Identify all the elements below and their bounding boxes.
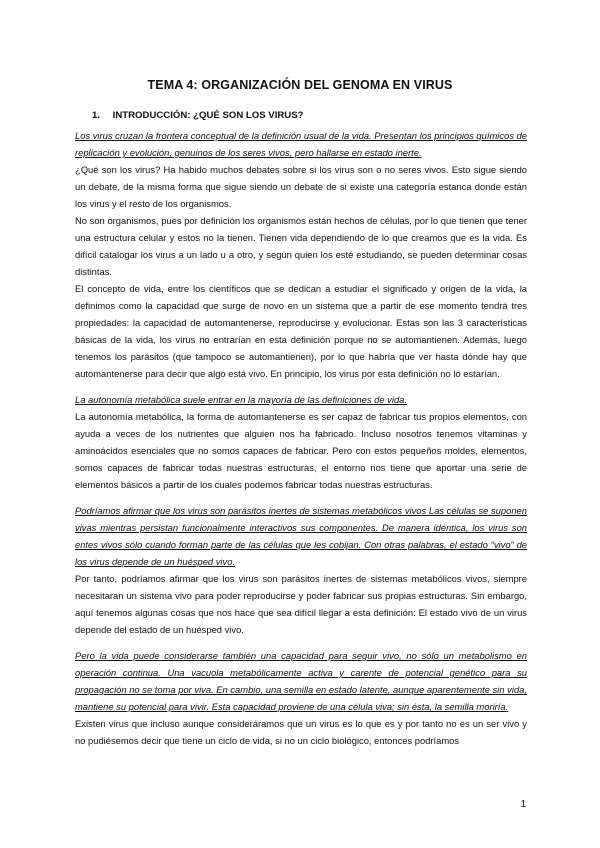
paragraph-gap [75, 382, 527, 391]
paragraph: El concepto de vida, entre los científicos que se dedican a estudiar el significado y origen de la vida, la definimos como la capacidad que surge de novo en un sistema que a partir de ese momento tendrá tres propiedades: la capacidad de automantenerse, reproducirse y evolucionar. Estas son las 3 características básicas de la vida, los virus no entrarían en esta definición porque no se automantienen. Además, luego tenemos los parásitos (que tampoco se automantienen), por lo que habría que ver hasta dónde hay que automantenerse para decir que algo está vivo. En principio, los virus por esta definición no lo estarían. [75, 283, 527, 379]
paragraph-gap [75, 638, 527, 647]
section-heading [92, 110, 303, 121]
section-number: 1. [92, 110, 101, 121]
document-body [75, 127, 527, 749]
paragraph-highlight: Podríamos afirmar que los virus son parásitos inertes de sistemas metabólicos vivos Las células se suponen vivas mientras persistan funcionalmente interactivos sus componentes. De manera idéntica, los virus son entes vivos sólo cuando forman parte de las células que les cobijan. Con otras palabras, el estado “vivo” de los virus depende de un huésped vivo. [75, 505, 527, 567]
paragraph-highlight: La autonomía metabólica suele entrar en la mayoría de las definiciones de vida. [75, 394, 407, 405]
page-number: 1 [520, 799, 526, 810]
paragraph: La autonomía metabólica, la forma de automantenerse es ser capaz de fabricar tus propios elementos, con ayuda a veces de los nutrientes que alguien nos ha fabricado. Incluso nosotros tenemos vitaminas y aminoácidos esenciales que no somos capaces de fabricar. Pero con estos pequeños moldes, elementos, somos capaces de fabricar todas nuestras estructuras, el entorno nos tiene que aportar una serie de elementos básicos a partir de los cuales podemos fabricar todas nuestras estructuras. [75, 411, 527, 490]
paragraph-highlight: Pero la vida puede considerarse también una capacidad para seguir vivo, no sólo un metabolismo en operación continua. Una vacuola metabólicamente activa y carente de potencial genético para su propagación no se toma por viva. En cambio, una semilla en estado latente, aunque aparentemente sin vida, mantiene su potencial para vivir. Esta capacidad proviene de una célula viva; sin ésta, la semilla moriría. [75, 650, 527, 712]
paragraph: ¿Qué son los virus? Ha habido muchos debates sobre si los virus son o no seres vivos. Esto sigue siendo un debate, de la misma forma que sigue siendo un debate de si existe una categoría estanca donde están los virus y el resto de los organismos. [75, 164, 527, 209]
paragraph: No son organismos, pues por definición los organismos están hechos de células, por lo que tienen que tener una estructura celular y estos no la tienen. Tienen vida dependiendo de lo que creamos que es la vida. Es difícil catalogar los virus a un lado u a otro, y según quien los esté estudiando, se pueden determinar cosas distintas. [75, 215, 527, 277]
document-title: TEMA 4: ORGANIZACIÓN DEL GENOMA EN VIRUS [147, 78, 453, 92]
section-heading-text: INTRODUCCIÓN: ¿QUÉ SON LOS VIRUS? [112, 110, 304, 121]
paragraph: Por tanto, podríamos afirmar que los virus son parásitos inertes de sistemas metabólicos vivos, siempre necesitaran un sistema vivo para poder reproducirse y poder fabricar sus propias estructuras. Sin embargo, aquí tenemos algunas cosas que nos hace que sea difícil llegar a esta definición: El estado vivo de un virus depende del estado de un huésped vivo. [75, 573, 527, 635]
paragraph: Existen virus que incluso aunque consideráramos que un virus es lo que es y por tanto no es un ser vivo y no pudiésemos decir que tiene un ciclo de vida, si no un ciclo biológico, entonces podríamos [75, 718, 527, 746]
paragraph-gap [75, 493, 527, 502]
paragraph-highlight: Los virus cruzan la frontera conceptual de la definición usual de la vida. Presentan los principios químicos de replicación y evolución, genuinos de los seres vivos, pero hallarse en estado inerte. [75, 130, 527, 158]
